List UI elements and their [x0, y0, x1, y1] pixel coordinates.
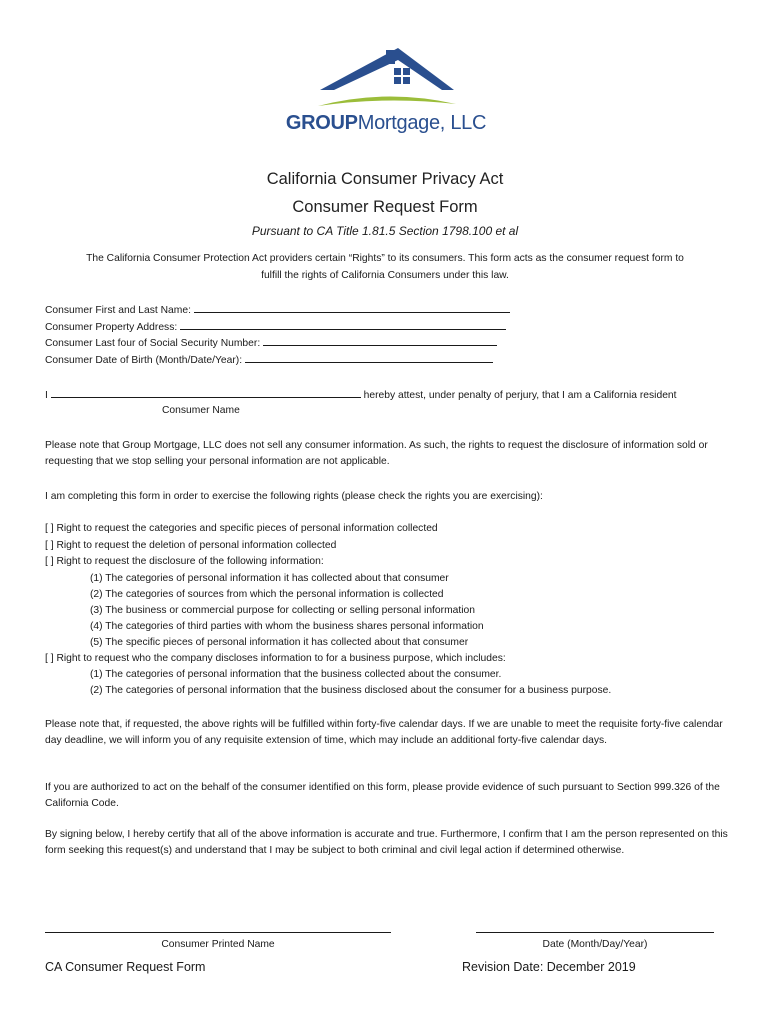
date-caption: Date (Month/Day/Year) — [542, 939, 648, 950]
list-item: (1) The categories of personal information that the business collected about the consumer. — [90, 669, 502, 680]
authorized-note: If you are authorized to act on the behalf of the consumer identified on this form, please provide evidence of such pursuant to Section 999.326 of the California Code. — [45, 782, 720, 809]
timing-note: Please note that, if requested, the above rights will be fulfilled within forty-five calendar days. If we are unable to meet the requisite forty-five calendar day deadline, we will inform you of any requisite extension of time, which may include an additional forty-five calendar days. — [45, 719, 723, 746]
attest-name-line[interactable] — [51, 387, 361, 398]
page-title-line2: Consumer Request Form — [292, 198, 478, 216]
list-item: (3) The business or commercial purpose for collecting or selling personal information — [90, 605, 475, 616]
attest-caption: Consumer Name — [162, 405, 240, 416]
consumer-dob-field[interactable] — [45, 352, 493, 366]
page-title: California Consumer Privacy Act — [266, 170, 504, 188]
consumer-ssn-label: Consumer Last four of Social Security Number: — [45, 338, 261, 349]
consumer-dob-label: Consumer Date of Birth (Month/Date/Year): — [45, 355, 243, 366]
right-business-purpose-checkbox[interactable]: [ ] Right to request who the company discloses information to for a business purpose, which includes: — [45, 653, 506, 664]
right-deletion-checkbox[interactable]: [ ] Right to request the deletion of personal information collected — [45, 540, 337, 551]
consumer-dob-line[interactable] — [245, 352, 493, 363]
attestation-line[interactable] — [45, 387, 677, 401]
sale-note: Please note that Group Mortgage, LLC does not sell any consumer information. As such, the rights to request the disclosure of information sold or requesting that we stop selling your personal information are not applicable. — [45, 440, 708, 467]
intro-line-2: fulfill the rights of California Consumers under this law. — [261, 270, 509, 281]
consumer-name-label: Consumer First and Last Name: — [45, 305, 191, 316]
list-item: (4) The categories of third parties with whom the business shares personal information — [90, 621, 484, 632]
date-line[interactable] — [476, 932, 714, 933]
footer-revision-date: Revision Date: December 2019 — [462, 960, 636, 974]
printed-name-line[interactable] — [45, 932, 391, 933]
list-item: (2) The categories of sources from which the personal information is collected — [90, 589, 444, 600]
house-roof-icon — [316, 46, 456, 108]
printed-name-caption: Consumer Printed Name — [161, 939, 275, 950]
consumer-address-label: Consumer Property Address: — [45, 322, 178, 333]
right-disclosure-checkbox[interactable]: [ ] Right to request the disclosure of the following information: — [45, 556, 324, 567]
right-categories-checkbox[interactable]: [ ] Right to request the categories and specific pieces of personal information collected — [45, 523, 438, 534]
list-item: (5) The specific pieces of personal information it has collected about that consumer — [90, 637, 469, 648]
footer-form-name: CA Consumer Request Form — [45, 960, 206, 974]
rights-intro: I am completing this form in order to exercise the following rights (please check the rights you are exercising): — [45, 491, 543, 502]
consumer-name-field[interactable] — [45, 302, 510, 316]
page-subtitle: Pursuant to CA Title 1.81.5 Section 1798.100 et al — [251, 224, 519, 238]
consumer-ssn-line[interactable] — [263, 335, 497, 346]
list-item: (2) The categories of personal information that the business disclosed about the consumer for a business purpose. — [90, 685, 612, 696]
company-logo — [276, 46, 496, 138]
attest-suffix: hereby attest, under penalty of perjury, that I am a California resident — [363, 390, 677, 401]
attest-prefix: I — [45, 390, 48, 401]
consumer-ssn-field[interactable] — [45, 335, 497, 349]
brand-wordmark: GROUPMortgage, LLC — [285, 112, 487, 134]
certify-note: By signing below, I hereby certify that all of the above information is accurate and true. Furthermore, I confirm that I am the person represented on this form seeking this request(s) and understand that I may be subject to both criminal and civil legal action if determined otherwise. — [45, 829, 728, 856]
consumer-address-line[interactable] — [180, 319, 506, 330]
list-item: (1) The categories of personal information it has collected about that consumer — [90, 573, 449, 584]
intro-line-1: The California Consumer Protection Act providers certain “Rights” to its consumers. This form acts as the consumer request form to — [86, 253, 684, 264]
consumer-address-field[interactable] — [45, 319, 506, 333]
consumer-name-line[interactable] — [194, 302, 510, 313]
